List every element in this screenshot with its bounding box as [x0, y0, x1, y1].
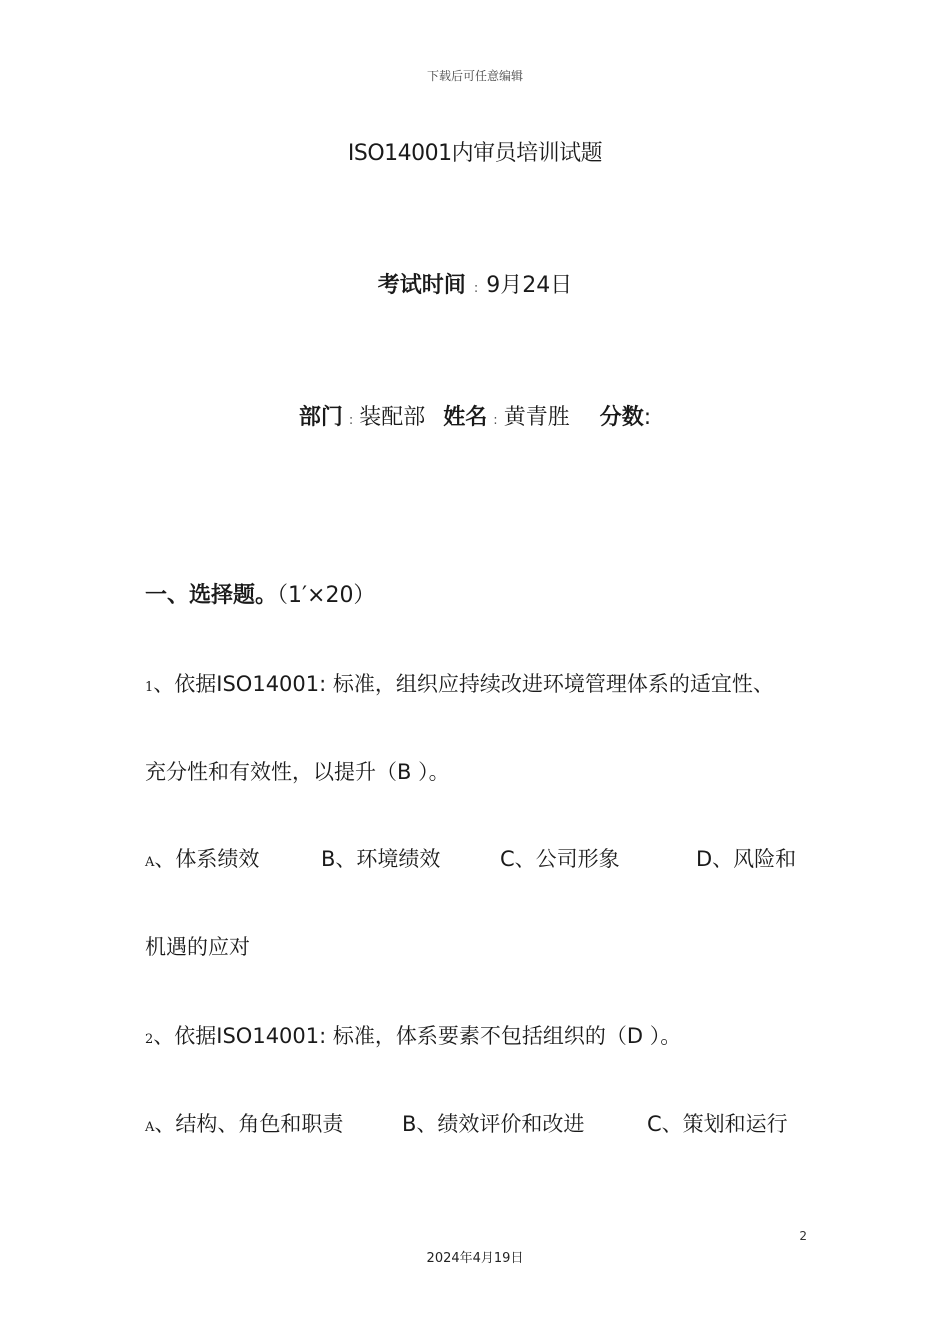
question-2-number: 2: [145, 1032, 154, 1047]
score-label: 分数: [599, 405, 644, 430]
question-1-line-1: [145, 668, 774, 698]
section-heading: [145, 578, 375, 609]
question-1-option-d: D、风险和: [696, 847, 797, 871]
name-value: 黄青胜: [503, 405, 570, 430]
exam-time-colon: :: [473, 281, 479, 296]
option-a-text: 、结构、角色和职责: [154, 1112, 344, 1136]
score-colon: :: [643, 405, 652, 430]
question-1-number: 1: [145, 680, 154, 695]
question-2-option-a: [145, 1108, 402, 1138]
question-1-option-a: [145, 843, 321, 873]
question-1-option-b: B、环境绩效: [321, 847, 441, 871]
name-label: 姓名: [443, 405, 488, 430]
question-1-options: [145, 843, 796, 873]
exam-time-line: [0, 268, 950, 299]
department-value: 装配部: [359, 405, 426, 430]
examinee-info-line: [0, 400, 950, 431]
section-title: 一、选择题。: [145, 583, 278, 608]
question-2-line-1: [145, 1020, 681, 1050]
question-1-option-d-continued: 机遇的应对: [145, 935, 250, 959]
question-1-option-c: C、公司形象: [500, 847, 620, 871]
department-label: 部门: [298, 405, 343, 430]
option-a-letter: A: [145, 1120, 155, 1135]
question-2-options: [145, 1108, 788, 1138]
question-2-text: 、依据ISO14001: 标准，体系要素不包括组织的（D ）。: [153, 1024, 682, 1048]
option-a-letter: A: [145, 855, 155, 870]
section-score: （1′×20）: [277, 583, 376, 608]
name-colon: :: [493, 413, 498, 428]
document-title: ISO14001内审员培训试题: [347, 141, 603, 166]
department-colon: :: [348, 413, 354, 428]
question-1-text: 、依据ISO14001: 标准，组织应持续改进环境管理体系的适宜性、: [153, 672, 774, 696]
exam-time-label: 考试时间: [377, 273, 466, 298]
footer-date: 2024年4月19日: [426, 1251, 524, 1266]
page-number: 2: [799, 1229, 807, 1243]
question-1-line-2: 充分性和有效性，以提升（B ）。: [145, 760, 450, 784]
exam-time-value: 9月24日: [486, 273, 573, 298]
question-2-option-c: C、策划和运行: [647, 1112, 788, 1136]
question-2-option-b: B、绩效评价和改进: [402, 1112, 585, 1136]
download-note: 下载后可任意编辑: [426, 69, 523, 83]
option-a-text: 、体系绩效: [154, 847, 260, 871]
